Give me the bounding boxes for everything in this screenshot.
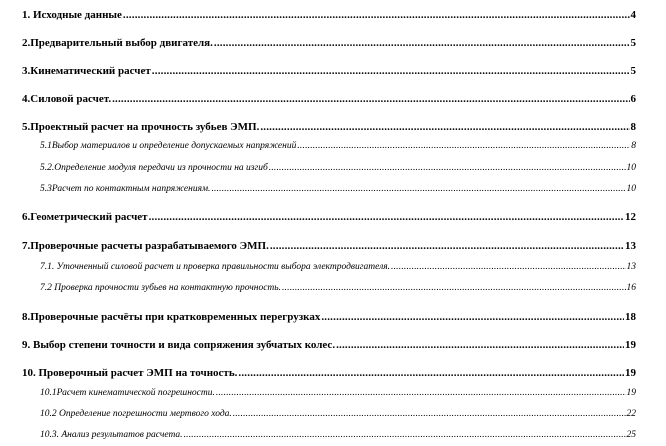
toc-entry-page: 5 — [630, 37, 636, 49]
toc-entry-title: 5.1Выбор материалов и определение допускаемых напряжений — [40, 141, 297, 151]
toc-subentry-10-1[interactable] — [40, 389, 636, 399]
toc-entry-1[interactable] — [22, 10, 636, 21]
toc-entry-page: 19 — [625, 367, 636, 379]
toc-leader-dots — [214, 38, 630, 49]
toc-leader-dots — [297, 142, 630, 152]
toc-leader-dots — [233, 410, 626, 420]
toc-entry-title: 3.Кинематический расчет — [22, 65, 151, 77]
toc-entry-title: 7.Проверочные расчеты разрабатываемого ЭМП. — [22, 240, 269, 252]
toc-entry-page: 16 — [626, 283, 636, 293]
toc-entry-9[interactable] — [22, 340, 636, 351]
toc-leader-dots — [269, 164, 626, 174]
toc-entry-page: 12 — [625, 211, 636, 223]
toc-leader-dots — [112, 94, 629, 105]
toc-entry-title: 9. Выбор степени точности и вида сопряжения зубчатых колес. — [22, 339, 336, 351]
toc-subentry-7-2[interactable] — [40, 284, 636, 294]
toc-entry-page: 18 — [625, 311, 636, 323]
toc-entry-7[interactable] — [22, 241, 636, 252]
toc-leader-dots — [238, 368, 624, 379]
toc-subentry-7-1[interactable] — [40, 263, 636, 273]
toc-entry-page: 6 — [630, 93, 636, 105]
toc-leader-dots — [321, 312, 624, 323]
toc-entry-title: 5.Проектный расчет на прочность зубьев ЭМП. — [22, 121, 260, 133]
toc-entry-title: 5.2.Определение модуля передачи из прочности на изгиб — [40, 163, 268, 173]
toc-entry-title: 5.3Расчет по контактным напряжениям. — [40, 184, 211, 194]
toc-subentry-10-2[interactable] — [40, 410, 636, 420]
toc-entry-title: 6.Геометрический расчет — [22, 211, 148, 223]
toc-entry-title: 10.2 Определение погрешности мертвого хода. — [40, 409, 232, 419]
toc-subentry-5-3[interactable] — [40, 185, 636, 195]
toc-leader-dots — [184, 431, 626, 441]
toc-entry-title: 8.Проверочные расчёты при кратковременных перегрузках — [22, 311, 321, 323]
toc-entry-title: 10.1Расчет кинематической погрешности. — [40, 388, 215, 398]
toc-entry-page: 13 — [625, 240, 636, 252]
toc-entry-8[interactable] — [22, 312, 636, 323]
toc-leader-dots — [282, 284, 626, 294]
toc-subentry-5-1[interactable] — [40, 142, 636, 152]
toc-entry-page: 13 — [626, 262, 636, 272]
toc-leader-dots — [270, 241, 624, 252]
toc-entry-page: 8 — [630, 121, 636, 133]
toc-entry-title: 10. Проверочный расчет ЭМП на точность. — [22, 367, 238, 379]
toc-leader-dots — [123, 10, 630, 21]
toc-leader-dots — [260, 122, 629, 133]
toc-entry-page: 5 — [630, 65, 636, 77]
toc-entry-page: 19 — [626, 388, 636, 398]
toc-entry-title: 7.1. Уточненный силовой расчет и проверка правильности выбора электродвигателя. — [40, 262, 391, 272]
toc-entry-title: 1. Исходные данные — [22, 9, 122, 21]
toc-entry-title: 2.Предварительный выбор двигателя. — [22, 37, 213, 49]
toc-entry-page: 22 — [626, 409, 636, 419]
toc-leader-dots — [152, 66, 630, 77]
toc-entry-page: 4 — [630, 9, 636, 21]
toc-entry-5[interactable] — [22, 122, 636, 133]
toc-entry-title: 4.Силовой расчет. — [22, 93, 112, 105]
toc-leader-dots — [391, 263, 625, 273]
toc-entry-page: 8 — [631, 141, 636, 151]
toc-entry-10[interactable] — [22, 368, 636, 379]
toc-entry-page: 19 — [625, 339, 636, 351]
toc-leader-dots — [149, 212, 624, 223]
toc-entry-4[interactable] — [22, 94, 636, 105]
toc-entry-page: 10 — [626, 184, 636, 194]
toc-entry-page: 25 — [626, 430, 636, 440]
toc-entry-2[interactable] — [22, 38, 636, 49]
toc-leader-dots — [336, 340, 624, 351]
toc-entry-6[interactable] — [22, 212, 636, 223]
toc-leader-dots — [216, 389, 626, 399]
toc-subentry-5-2[interactable] — [40, 164, 636, 174]
toc-subentry-10-3[interactable] — [40, 431, 636, 441]
toc-leader-dots — [211, 185, 625, 195]
toc-entry-title: 10.3. Анализ результатов расчета. — [40, 430, 183, 440]
toc-entry-3[interactable] — [22, 66, 636, 77]
toc-entry-page: 10 — [626, 163, 636, 173]
toc-entry-title: 7.2 Проверка прочности зубьев на контактную прочность. — [40, 283, 281, 293]
